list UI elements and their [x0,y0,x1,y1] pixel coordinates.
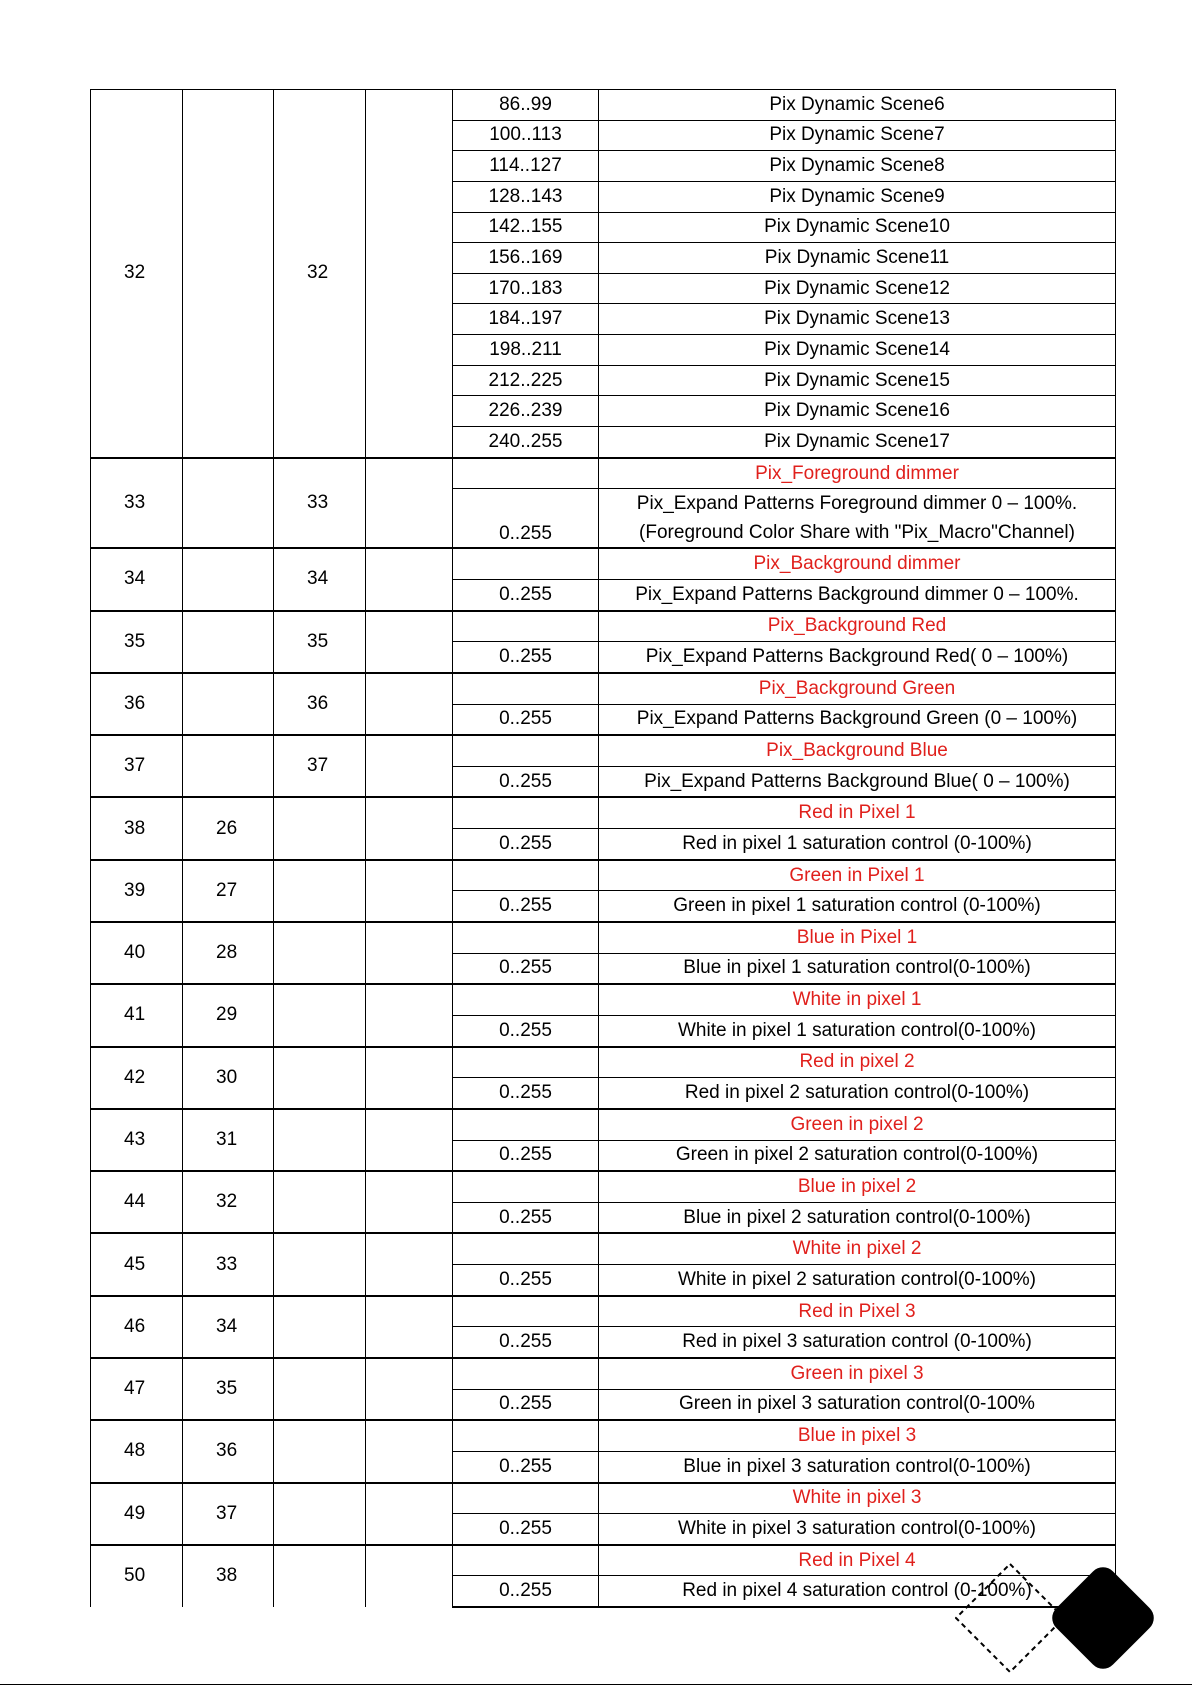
table-row [91,984,1116,1015]
function-cell: Green in pixel 2 saturation control(0-100%) [599,1140,1116,1171]
value-range-cell: 86..99 [453,90,599,121]
channel-cell: 50 [91,1545,183,1607]
channel-cell: 34 [183,1296,274,1358]
value-range-cell: 184..197 [453,304,599,335]
channel-cell [274,1171,366,1233]
channel-cell [366,1047,453,1109]
function-heading-cell: Red in Pixel 1 [599,797,1116,828]
function-cell: Pix Dynamic Scene13 [599,304,1116,335]
channel-cell: 32 [91,90,183,458]
value-range-cell [453,1233,599,1264]
channel-cell: 34 [274,548,366,610]
value-range-cell: 226..239 [453,396,599,427]
channel-cell [183,735,274,797]
channel-cell [183,548,274,610]
function-heading-cell: Red in Pixel 3 [599,1296,1116,1327]
table-row [91,1047,1116,1078]
channel-cell [366,1296,453,1358]
table-row [91,1358,1116,1389]
function-cell: Pix_Expand Patterns Background Green (0 – 100%) [599,704,1116,735]
table-row [91,1109,1116,1140]
channel-cell: 44 [91,1171,183,1233]
function-line: Pix_Expand Patterns Foreground dimmer 0 – 100%. [636,493,1078,515]
value-range-cell [453,1109,599,1140]
channel-cell: 29 [183,984,274,1046]
channel-cell: 26 [183,797,274,859]
table-row [91,90,1116,121]
value-range-cell: 0..255 [453,953,599,984]
value-range-cell: 0..255 [453,891,599,922]
channel-cell: 27 [183,860,274,922]
table-row [91,548,1116,579]
value-range-cell: 0..255 [453,1202,599,1233]
function-cell: Green in pixel 1 saturation control (0-100%) [599,891,1116,922]
value-range-cell: 198..211 [453,335,599,366]
channel-cell [274,1296,366,1358]
value-range-cell: 0..255 [453,1078,599,1109]
channel-cell: 37 [183,1483,274,1545]
channel-cell [366,673,453,735]
function-cell: Pix Dynamic Scene17 [599,427,1116,458]
function-cell: Pix Dynamic Scene10 [599,212,1116,243]
value-range-cell [453,797,599,828]
value-range-cell: 0..255 [453,579,599,610]
table-row [91,1420,1116,1451]
channel-cell [274,797,366,859]
channel-cell [183,673,274,735]
function-heading-cell: Green in pixel 2 [599,1109,1116,1140]
value-range-cell: 0..255 [453,1514,599,1545]
function-heading-cell: Green in pixel 3 [599,1358,1116,1389]
channel-cell [274,1420,366,1482]
value-range-cell: 114..127 [453,151,599,182]
value-range-cell [453,1545,599,1576]
value-range-cell: 0..255 [453,1265,599,1296]
function-cell: Pix Dynamic Scene9 [599,181,1116,212]
value-range-cell: 0..255 [453,829,599,860]
function-heading-cell: Pix_Background Red [599,611,1116,642]
channel-cell: 47 [91,1358,183,1420]
table-row [91,673,1116,704]
value-range-cell [453,611,599,642]
channel-cell: 39 [91,860,183,922]
channel-cell: 33 [183,1233,274,1295]
value-range-cell [453,458,599,489]
value-range-cell [453,735,599,766]
value-range-cell: 0..255 [453,1140,599,1171]
function-cell: Red in pixel 4 saturation control (0-100%) [599,1576,1116,1607]
function-heading-cell: White in pixel 1 [599,984,1116,1015]
channel-cell: 36 [274,673,366,735]
function-cell: Blue in pixel 2 saturation control(0-100%) [599,1202,1116,1233]
channel-cell: 30 [183,1047,274,1109]
table-row [91,922,1116,953]
function-cell: Red in pixel 1 saturation control (0-100%) [599,829,1116,860]
value-range-cell: 212..225 [453,365,599,396]
value-range-cell [453,1171,599,1202]
function-heading-cell: Blue in pixel 2 [599,1171,1116,1202]
channel-cell [274,984,366,1046]
channel-cell [274,1483,366,1545]
function-cell: Pix Dynamic Scene8 [599,151,1116,182]
function-cell: Red in pixel 3 saturation control (0-100%) [599,1327,1116,1358]
value-range-cell [453,1047,599,1078]
function-cell: White in pixel 3 saturation control(0-100%) [599,1514,1116,1545]
function-heading-cell: Red in pixel 2 [599,1047,1116,1078]
channel-cell [274,860,366,922]
value-range-cell [453,984,599,1015]
table-row [91,860,1116,891]
value-range-cell: 0..255 [453,1015,599,1046]
value-range-cell: 128..143 [453,181,599,212]
channel-cell: 41 [91,984,183,1046]
function-cell [599,489,1116,549]
value-range-cell [453,1420,599,1451]
channel-cell [366,1420,453,1482]
value-range-cell: 170..183 [453,273,599,304]
function-cell: Pix_Expand Patterns Background Red( 0 – 100%) [599,642,1116,673]
channel-cell [274,922,366,984]
value-range-cell: 0..255 [453,489,599,549]
function-cell: White in pixel 1 saturation control(0-100%) [599,1015,1116,1046]
table-row [91,797,1116,828]
channel-cell: 40 [91,922,183,984]
channel-cell: 37 [91,735,183,797]
value-range-cell: 0..255 [453,1451,599,1482]
table-row [91,1171,1116,1202]
channel-cell [366,860,453,922]
function-cell: White in pixel 2 saturation control(0-100%) [599,1265,1116,1296]
channel-cell: 38 [183,1545,274,1607]
function-cell: Red in pixel 2 saturation control(0-100%) [599,1078,1116,1109]
channel-cell [366,797,453,859]
channel-cell: 36 [91,673,183,735]
value-range-cell [453,673,599,704]
channel-cell: 31 [183,1109,274,1171]
function-heading-cell: Red in Pixel 4 [599,1545,1116,1576]
channel-cell: 35 [183,1358,274,1420]
value-range-cell: 0..255 [453,704,599,735]
channel-cell: 42 [91,1047,183,1109]
diamond-logo-icon [950,1558,1180,1678]
table-row [91,1483,1116,1514]
value-range-cell: 142..155 [453,212,599,243]
channel-cell: 38 [91,797,183,859]
value-range-cell [453,860,599,891]
channel-cell [274,1233,366,1295]
channel-cell [366,1109,453,1171]
channel-cell [366,1358,453,1420]
function-cell: Pix Dynamic Scene12 [599,273,1116,304]
channel-cell [274,1545,366,1607]
function-cell: Pix Dynamic Scene7 [599,120,1116,151]
channel-cell: 49 [91,1483,183,1545]
channel-cell: 36 [183,1420,274,1482]
channel-cell: 45 [91,1233,183,1295]
value-range-cell [453,548,599,579]
function-heading-cell: Blue in Pixel 1 [599,922,1116,953]
function-heading-cell: Pix_Foreground dimmer [599,458,1116,489]
function-heading-cell: Green in Pixel 1 [599,860,1116,891]
value-range-cell: 0..255 [453,766,599,797]
channel-cell: 35 [274,611,366,673]
channel-cell: 32 [274,90,366,458]
channel-cell: 32 [183,1171,274,1233]
channel-cell [274,1109,366,1171]
channel-cell: 34 [91,548,183,610]
function-cell: Blue in pixel 1 saturation control(0-100%) [599,953,1116,984]
function-heading-cell: White in pixel 2 [599,1233,1116,1264]
channel-cell [366,1545,453,1607]
channel-cell [366,1483,453,1545]
channel-cell: 37 [274,735,366,797]
value-range-cell: 0..255 [453,1576,599,1607]
channel-cell: 33 [274,458,366,549]
value-range-cell [453,922,599,953]
channel-cell [366,548,453,610]
channel-cell [366,1233,453,1295]
table-row [91,458,1116,489]
function-heading-cell: White in pixel 3 [599,1483,1116,1514]
function-cell: Pix Dynamic Scene14 [599,335,1116,366]
channel-cell: 43 [91,1109,183,1171]
channel-cell [366,922,453,984]
dmx-channel-table [90,89,1116,1608]
channel-cell: 35 [91,611,183,673]
function-cell: Pix Dynamic Scene15 [599,365,1116,396]
function-cell: Pix_Expand Patterns Background dimmer 0 – 100%. [599,579,1116,610]
value-range-cell: 0..255 [453,1389,599,1420]
channel-cell [183,90,274,458]
channel-cell [366,735,453,797]
value-range-cell [453,1358,599,1389]
channel-cell [366,1171,453,1233]
channel-cell: 48 [91,1420,183,1482]
channel-cell: 28 [183,922,274,984]
function-cell: Pix_Expand Patterns Background Blue( 0 – 100%) [599,766,1116,797]
table-row [91,735,1116,766]
function-heading-cell: Pix_Background Green [599,673,1116,704]
function-cell: Pix Dynamic Scene11 [599,243,1116,274]
channel-cell [366,611,453,673]
table-row [91,1233,1116,1264]
function-cell: Pix Dynamic Scene16 [599,396,1116,427]
function-line: (Foreground Color Share with "Pix_Macro"Channel) [639,522,1075,544]
function-cell: Blue in pixel 3 saturation control(0-100%) [599,1451,1116,1482]
table-row [91,611,1116,642]
channel-cell [274,1047,366,1109]
function-heading-cell: Pix_Background Blue [599,735,1116,766]
channel-cell [183,458,274,549]
value-range-cell: 156..169 [453,243,599,274]
function-heading-cell: Blue in pixel 3 [599,1420,1116,1451]
channel-cell: 33 [91,458,183,549]
channel-cell [366,90,453,458]
function-heading-cell: Pix_Background dimmer [599,548,1116,579]
value-range-cell [453,1483,599,1514]
function-cell: Pix Dynamic Scene6 [599,90,1116,121]
channel-cell [183,611,274,673]
channel-cell [366,984,453,1046]
channel-cell [366,458,453,549]
table-row [91,1296,1116,1327]
channel-cell: 46 [91,1296,183,1358]
value-range-cell: 0..255 [453,642,599,673]
value-range-cell [453,1296,599,1327]
value-range-cell: 240..255 [453,427,599,458]
function-cell: Green in pixel 3 saturation control(0-100% [599,1389,1116,1420]
value-range-cell: 100..113 [453,120,599,151]
channel-cell [274,1358,366,1420]
value-range-cell: 0..255 [453,1327,599,1358]
